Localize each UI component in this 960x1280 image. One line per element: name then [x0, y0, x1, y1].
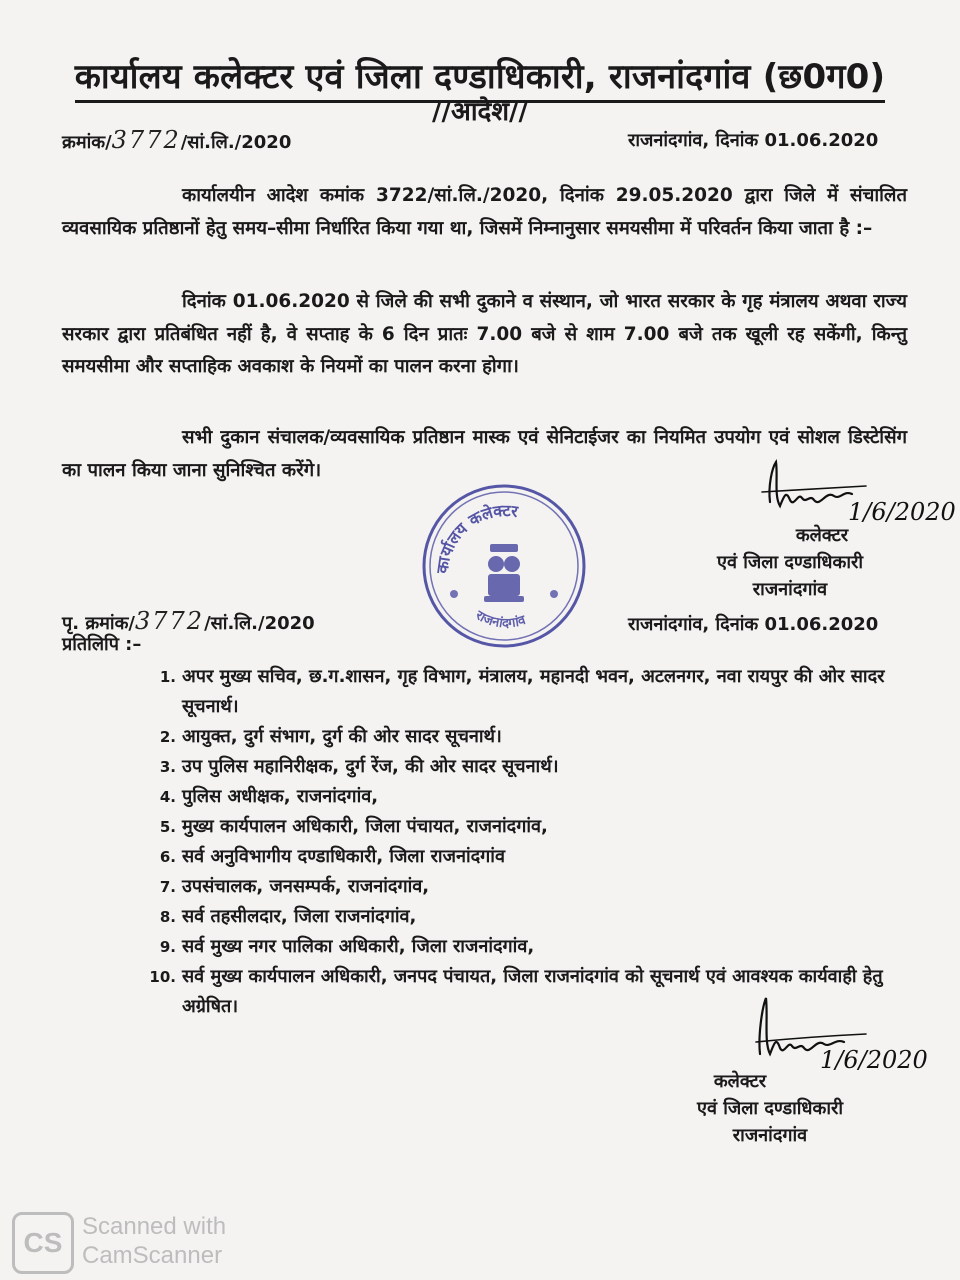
list-item: 7. उपसंचालक, जनसम्पर्क, राजनांदगांव,: [159, 876, 430, 897]
official-seal: [418, 478, 590, 650]
list-item: 3. उप पुलिस महानिरीक्षक, दुर्ग रेंज, की ओर सादर सूचनार्थ।: [159, 756, 559, 777]
recipient-list: [149, 662, 922, 1022]
signature-2-date: 1/6/2020: [820, 1046, 928, 1074]
list-item: 2. आयुक्त, दुर्ग संभाग, दुर्ग की ओर सादर सूचनार्थ।: [159, 726, 502, 747]
camscanner-logo-icon: CS: [12, 1212, 74, 1274]
order-heading: //आदेश//: [431, 97, 529, 127]
list-item: 5. मुख्य कार्यपालन अधिकारी, जिला पंचायत, राजनांदगांव,: [159, 816, 548, 837]
seal-graphic: [418, 478, 590, 650]
signature-1-date: 1/6/2020: [848, 498, 956, 526]
handwritten-signature-2: [746, 990, 946, 1080]
copy-place-date: राजनांदगांव, दिनांक 01.06.2020: [628, 614, 879, 635]
list-item: 1. अपर मुख्य सचिव, छ.ग.शासन, गृह विभाग, मंत्रालय, महानदी भवन, अटलनगर, नवा रायपुर की ओर सादर सूचनार्थ।: [159, 666, 885, 717]
copy-to-label: प्रतिलिपि :–: [62, 634, 142, 655]
signature-2: [746, 990, 946, 1080]
signature-1-designation: कलेक्टर एवं जिला दण्डाधिकारी राजनांदगांव: [716, 525, 864, 600]
list-item: 6. सर्व अनुविभागीय दण्डाधिकारी, जिला राजनांदगांव: [159, 846, 505, 867]
list-item: 8. सर्व तहसीलदार, जिला राजनांदगांव,: [159, 906, 417, 927]
list-item: 10. सर्व मुख्य कार्यपालन अधिकारी, जनपद पंचायत, जिला राजनांदगांव को सूचनार्थ एवं आवश्यक कार्यवाही हेतु अग्रेषित।: [149, 966, 883, 1017]
signature-2-designation: कलेक्टर एवं जिला दण्डाधिकारी राजनांदगांव: [696, 1071, 844, 1146]
list-item: 4. पुलिस अधीक्षक, राजनांदगांव,: [159, 786, 379, 807]
seal-text-top: कार्यालय कलेक्टर: [432, 500, 520, 575]
seal-text-bottom: राजनांदगांव: [472, 608, 528, 632]
order-number: क्रमांक/3772/सां.लि./2020: [62, 126, 292, 154]
handwritten-order-number: 3772: [111, 126, 181, 154]
paragraph-3: सभी दुकान संचालक/व्यवसायिक प्रतिष्ठान मास्क एवं सेनिटाईजर का नियमित उपयोग एवं सोशल डिस्टेसिंग का पालन किया जाना सुनिश्चित करेंगे।: [62, 427, 907, 481]
paragraph-1: कार्यालयीन आदेश कमांक 3722/सां.लि./2020, दिनांक 29.05.2020 द्वारा जिले में संचालित व्यवसायिक प्रतिष्ठानों हेतु समय–सीमा निर्धारित किया गया था, जिसमें निम्नानुसार समयसीमा में परिवर्तन किया जाता है :–: [62, 185, 907, 239]
office-title: कार्यालय कलेक्टर एवं जिला दण्डाधिकारी, राजनांदगांव (छ0ग0): [0, 52, 960, 103]
list-item: 9. सर्व मुख्य नगर पालिका अधिकारी, जिला राजनांदगांव,: [159, 936, 535, 957]
handwritten-copy-number: 3772: [134, 607, 205, 635]
paragraph-2: दिनांक 01.06.2020 से जिले की सभी दुकाने व संस्थान, जो भारत सरकार के गृह मंत्रालय अथवा राज्य सरकार द्वारा प्रतिबंधित नहीं है, वे सप्ताह के 6 दिन प्रातः 7.00 बजे से शाम 7.00 बजे तक खूली रह सकेंगी, किन्तु समयसीमा और सप्ताहिक अवकाश के नियमों का पालन करना होगा।: [62, 291, 907, 377]
copy-number: पृ. क्रमांक/3772/सां.लि./2020: [62, 607, 315, 635]
svg-text:राजनांदगांव: [472, 608, 528, 632]
order-place-date: राजनांदगांव, दिनांक 01.06.2020: [628, 130, 879, 151]
